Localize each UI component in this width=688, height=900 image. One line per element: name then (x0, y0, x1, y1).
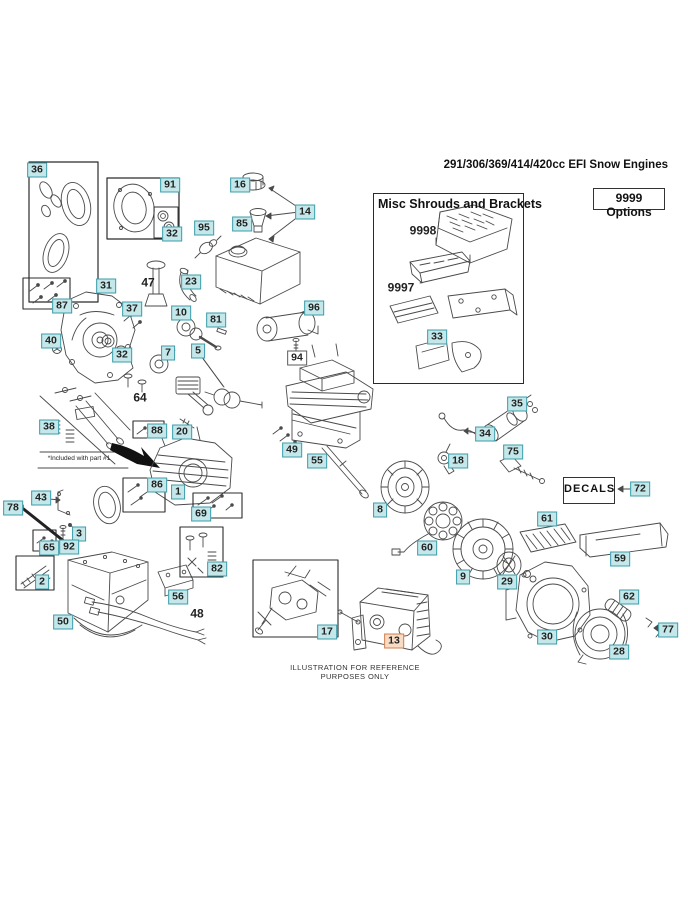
callout-9997: 9997 (387, 280, 415, 295)
callout-9[interactable]: 9 (456, 570, 470, 585)
callout-13[interactable]: 13 (384, 634, 404, 649)
callout-62[interactable]: 62 (619, 590, 639, 605)
callout-32[interactable]: 32 (112, 348, 132, 363)
callout-64: 64 (133, 390, 147, 405)
callout-69[interactable]: 69 (191, 507, 211, 522)
callout-18[interactable]: 18 (448, 454, 468, 469)
callout-8[interactable]: 8 (373, 503, 387, 518)
callout-92[interactable]: 92 (59, 540, 79, 555)
callout-82[interactable]: 82 (207, 562, 227, 577)
callout-9998: 9998 (409, 223, 437, 238)
page-title: 291/306/369/414/420cc EFI Snow Engines (443, 159, 668, 171)
callout-31[interactable]: 31 (96, 279, 116, 294)
callout-10[interactable]: 10 (171, 306, 191, 321)
callout-65[interactable]: 65 (39, 541, 59, 556)
callout-40[interactable]: 40 (41, 334, 61, 349)
callout-3[interactable]: 3 (72, 527, 86, 542)
callout-47: 47 (141, 275, 155, 290)
callout-43[interactable]: 43 (31, 491, 51, 506)
included-note: *Included with part #1 (47, 455, 111, 462)
callout-2[interactable]: 2 (35, 575, 49, 590)
callout-88[interactable]: 88 (147, 424, 167, 439)
callout-56[interactable]: 56 (168, 590, 188, 605)
callout-87[interactable]: 87 (52, 299, 72, 314)
callout-16[interactable]: 16 (230, 178, 250, 193)
callout-91[interactable]: 91 (160, 178, 180, 193)
callout-7[interactable]: 7 (161, 346, 175, 361)
callout-38[interactable]: 38 (39, 420, 59, 435)
callout-37[interactable]: 37 (122, 302, 142, 317)
callout-86[interactable]: 86 (147, 478, 167, 493)
callout-55[interactable]: 55 (307, 454, 327, 469)
options-label: 9999 Options (606, 191, 652, 219)
callout-59[interactable]: 59 (610, 552, 630, 567)
callout-77[interactable]: 77 (658, 623, 678, 638)
callout-23[interactable]: 23 (181, 275, 201, 290)
callout-48: 48 (190, 606, 204, 621)
options-panel[interactable] (593, 188, 665, 219)
callout-32[interactable]: 32 (162, 227, 182, 242)
callout-95[interactable]: 95 (194, 221, 214, 236)
callout-72[interactable]: 72 (630, 482, 650, 497)
callout-36[interactable]: 36 (27, 163, 47, 178)
callout-60[interactable]: 60 (417, 541, 437, 556)
callout-5[interactable]: 5 (191, 344, 205, 359)
misc-shrouds-title: Misc Shrouds and Brackets (378, 197, 542, 211)
footer-note: ILLUSTRATION FOR REFERENCE PURPOSES ONLY (290, 663, 420, 681)
callout-14[interactable]: 14 (295, 205, 315, 220)
callout-49[interactable]: 49 (282, 443, 302, 458)
callout-78[interactable]: 78 (3, 501, 23, 516)
callout-30[interactable]: 30 (537, 630, 557, 645)
callout-28[interactable]: 28 (609, 645, 629, 660)
callout-50[interactable]: 50 (53, 615, 73, 630)
decals-label: DECALS (564, 483, 616, 495)
callout-85[interactable]: 85 (232, 217, 252, 232)
callout-33[interactable]: 33 (427, 330, 447, 345)
callout-81[interactable]: 81 (206, 313, 226, 328)
callout-35[interactable]: 35 (507, 397, 527, 412)
callout-75[interactable]: 75 (503, 445, 523, 460)
callout-34[interactable]: 34 (475, 427, 495, 442)
callout-94[interactable]: 94 (287, 351, 307, 366)
callout-1[interactable]: 1 (171, 485, 185, 500)
callout-20[interactable]: 20 (172, 425, 192, 440)
callout-29[interactable]: 29 (497, 575, 517, 590)
callout-96[interactable]: 96 (304, 301, 324, 316)
callout-17[interactable]: 17 (317, 625, 337, 640)
callout-61[interactable]: 61 (537, 512, 557, 527)
decals-panel[interactable] (563, 477, 615, 504)
